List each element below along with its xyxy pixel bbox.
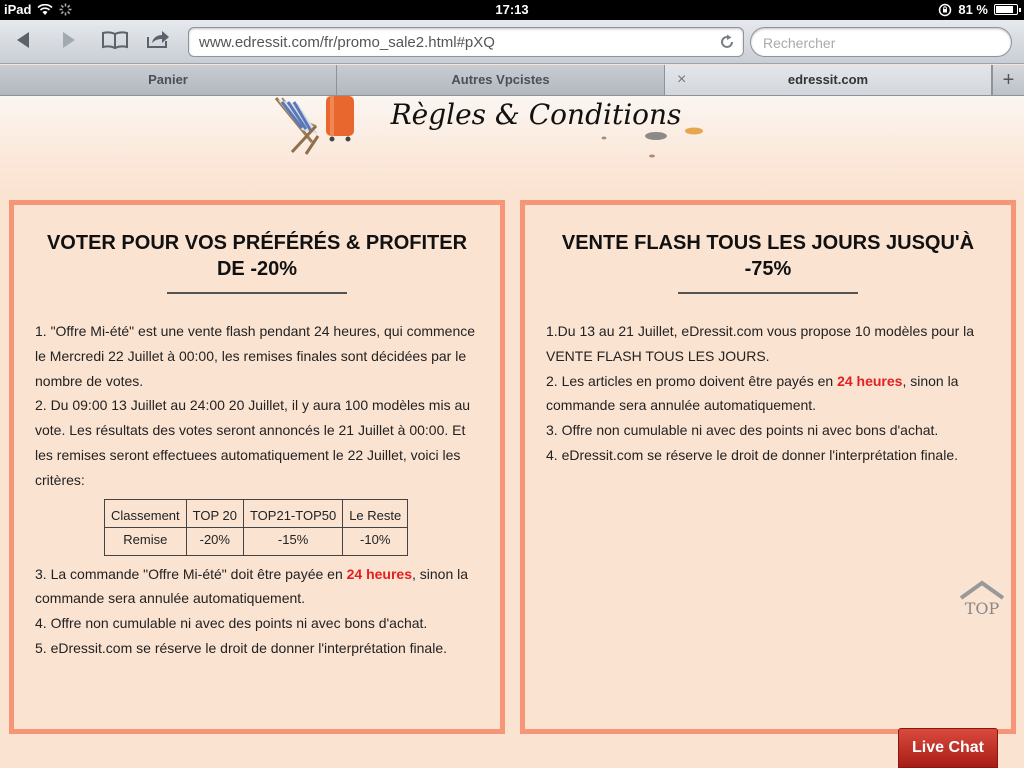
book-icon: [102, 31, 128, 49]
divider: [167, 292, 347, 294]
flash-sale-panel: [520, 200, 1016, 734]
rule-1: 1. "Offre Mi-été" est une vente flash pendant 24 heures, qui commence le Mercredi 22 Juillet à 00:00, les remises finales sont décidées par le nombre de votes.: [35, 323, 476, 389]
pebbles-icon: [596, 118, 708, 162]
table-cell: TOP21-TOP50: [243, 499, 342, 527]
rule-4: 4. Offre non cumulable ni avec des points ni avec bons d'achat.: [35, 615, 428, 632]
battery-percent: 81 %: [958, 2, 988, 17]
reload-icon[interactable]: [719, 34, 735, 50]
tab-label: Autres Vpcistes: [451, 72, 550, 87]
table-row: [105, 527, 408, 555]
panel-heading: VOTER POUR VOS PRÉFÉRÉS & PROFITER DE -20%: [46, 232, 468, 280]
status-bar: [0, 0, 1024, 20]
url-text: www.edressit.com/fr/promo_sale2.html#pXQ: [199, 34, 495, 51]
banner: [0, 96, 1024, 192]
forward-button[interactable]: [54, 28, 84, 56]
table-cell: -15%: [243, 527, 342, 555]
table-cell: -10%: [343, 527, 408, 555]
battery-icon: [994, 4, 1018, 15]
search-placeholder: Rechercher: [763, 35, 836, 51]
panel-body: [35, 319, 479, 661]
share-icon: [146, 29, 170, 49]
discount-criteria-table: [104, 499, 408, 556]
tab-edressit[interactable]: [665, 65, 992, 95]
tab-label: edressit.com: [787, 72, 869, 87]
web-page: [0, 96, 1024, 768]
search-input[interactable]: [750, 27, 1012, 57]
rule-3-text-end: , sinon la commande sera annulée automatiquement.: [35, 565, 469, 607]
new-tab-button[interactable]: +: [992, 65, 1024, 95]
rule-1: 1.Du 13 au 21 Juillet, eDressit.com vous propose 10 modèles pour la VENTE FLASH TOUS LES JOURS.: [546, 323, 975, 364]
live-chat-label: Live Chat: [911, 739, 984, 756]
live-chat-button[interactable]: [898, 728, 998, 768]
table-cell: -20%: [186, 527, 243, 555]
highlight-24-heures: 24 heures: [346, 565, 412, 582]
divider: [678, 292, 858, 294]
back-arrow-icon: [15, 31, 31, 49]
top-label: TOP: [964, 599, 1000, 618]
tab-bar: [0, 65, 1024, 96]
bookmarks-button[interactable]: [98, 28, 132, 56]
share-button[interactable]: [142, 28, 174, 56]
rule-3: [35, 562, 479, 612]
close-tab-icon[interactable]: ×: [677, 71, 687, 88]
rule-3: 3. Offre non cumulable ni avec des points ni avec bons d'achat.: [546, 422, 939, 439]
table-cell: Remise: [105, 527, 187, 555]
panel-heading: VENTE FLASH TOUS LES JOURS JUSQU'À -75%: [561, 232, 975, 280]
rule-3-text: 3. La commande "Offre Mi-été" doit être payée en: [35, 565, 347, 582]
tab-panier[interactable]: [0, 65, 337, 95]
chevron-up-icon: [958, 580, 1006, 600]
table-cell: Classement: [105, 499, 187, 527]
rule-4: 4. eDressit.com se réserve le droit de donner l'interprétation finale.: [546, 446, 958, 463]
tab-autres-vpcistes[interactable]: [337, 65, 665, 95]
rule-2: [546, 369, 990, 419]
table-cell: Le Reste: [343, 499, 408, 527]
rule-2-text-end: , sinon la commande sera annulée automatiquement.: [546, 372, 959, 414]
back-to-top-button[interactable]: [956, 580, 1008, 620]
rule-2: 2. Du 09:00 13 Juillet au 24:00 20 Juillet, il y aura 100 modèles mis au vote. Les résultats des votes seront annoncés le 21 Juillet à 00:00. Et les remises seront effectuees automatiquement le 22 Juillet, voici les critères:: [35, 397, 471, 488]
browser-toolbar: [0, 20, 1024, 64]
back-button[interactable]: [8, 28, 38, 56]
vote-rules-panel: [9, 200, 505, 734]
page-title: Règles & Conditions: [390, 98, 682, 131]
panel-body: [546, 319, 990, 468]
highlight-24-heures: 24 heures: [837, 372, 903, 389]
clock: 17:13: [495, 2, 529, 17]
table-cell: TOP 20: [186, 499, 243, 527]
rule-2-text: 2. Les articles en promo doivent être payés en: [546, 372, 838, 389]
tab-label: Panier: [148, 72, 188, 87]
rule-5: 5. eDressit.com se réserve le droit de donner l'interprétation finale.: [35, 639, 447, 656]
orientation-lock-icon: [938, 3, 952, 17]
forward-arrow-icon: [61, 31, 77, 49]
table-row: [105, 499, 408, 527]
address-bar[interactable]: [188, 27, 744, 57]
device-label: iPad: [4, 2, 32, 17]
